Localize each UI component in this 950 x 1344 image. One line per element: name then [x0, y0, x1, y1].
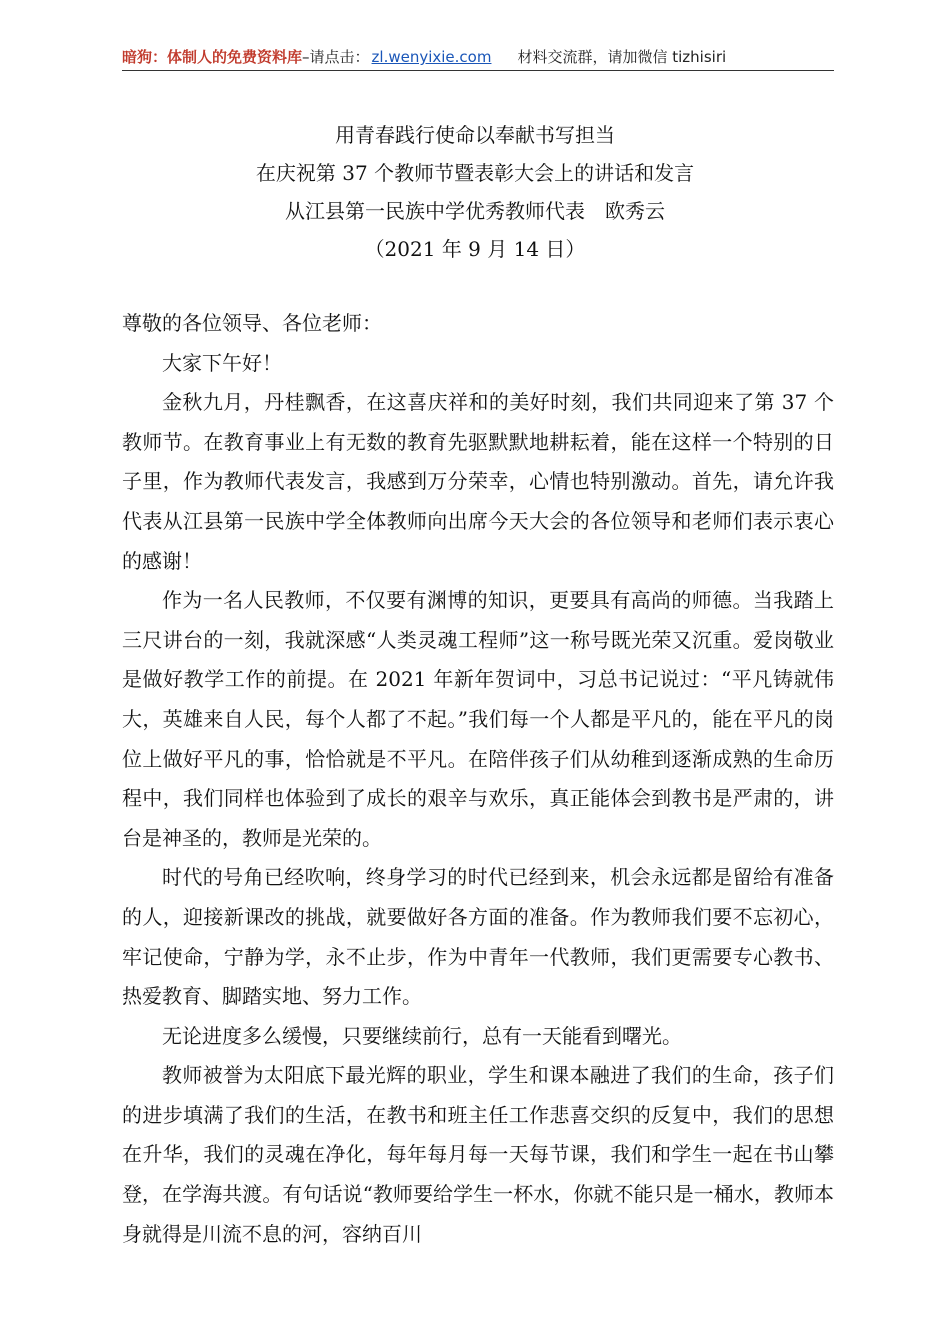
greeting: 大家下午好！ [162, 350, 282, 375]
body-paragraph: 无论进度多么缓慢，只要继续前行，总有一天能看到曙光。 [162, 1023, 682, 1048]
header-prompt: –请点击： [302, 48, 370, 66]
header-link[interactable]: zl.wenyixie.com [371, 48, 492, 66]
salutation: 尊敬的各位领导、各位老师： [122, 311, 382, 335]
header-divider [122, 70, 834, 71]
body-paragraph: 时代的号角已经吹响，终身学习的时代已经到来，机会永远都是留给有准备的人，迎接新课改的挑战，就要做好各方面的准备。作为教师我们要不忘初心，牢记使命，宁静为学，永不止步，作为中青年一代教师，我们更需要专心教书、热爱教育、脚踏实地、努力工作。 [122, 865, 834, 1009]
speaker-line: 从江县第一民族中学优秀教师代表 欧秀云 [285, 199, 665, 223]
body-paragraph: 教师被誉为太阳底下最光辉的职业，学生和课本融进了我们的生命，孩子们的进步填满了我们的生活，在教书和班主任工作悲喜交织的反复中，我们的思想在升华，我们的灵魂在净化，每年每月每一天每节课，我们和学生一起在书山攀登，在学海共渡。有句话说“教师要给学生一杯水，你就不能只是一桶水，教师本身就得是川流不息的河，容纳百川 [122, 1063, 834, 1246]
page-header [122, 44, 834, 70]
speech-body [122, 304, 834, 1254]
header-contact: 材料交流群，请加微信 tizhisiri [517, 48, 727, 66]
body-paragraph: 作为一名人民教师，不仅要有渊博的知识，更要具有高尚的师德。当我踏上三尺讲台的一刻，我就深感“人类灵魂工程师”这一称号既光荣又沉重。爱岗敬业是做好教学工作的前提。在 2021 年新年贺词中，习总书记说过：“平凡铸就伟大，英雄来自人民，每个人都了不起。”我们每一个人都是平凡的，能在平凡的岗位上做好平凡的事，恰恰就是不平凡。在陪伴孩子们从幼稚到逐渐成熟的生命历程中，我们同样也体验到了成长的艰辛与欢乐，真正能体会到教书是严肃的，讲台是神圣的，教师是光荣的。 [122, 588, 834, 850]
title-block [0, 116, 950, 268]
speech-date: （2021 年 9 月 14 日） [364, 237, 586, 261]
document-title: 用青春践行使命以奉献书写担当 [335, 123, 615, 147]
header-brand: 暗狗：体制人的免费资料库 [122, 48, 303, 66]
body-paragraph: 金秋九月，丹桂飘香，在这喜庆祥和的美好时刻，我们共同迎来了第 37 个教师节。在教育事业上有无数的教育先驱默默地耕耘着，能在这样一个特别的日子里，作为教师代表发言，我感到万分荣幸，心情也特别激动。首先，请允许我代表从江县第一民族中学全体教师向出席今天大会的各位领导和老师们表示衷心的感谢！ [122, 390, 834, 573]
document-subtitle: 在庆祝第 37 个教师节暨表彰大会上的讲话和发言 [255, 161, 695, 185]
